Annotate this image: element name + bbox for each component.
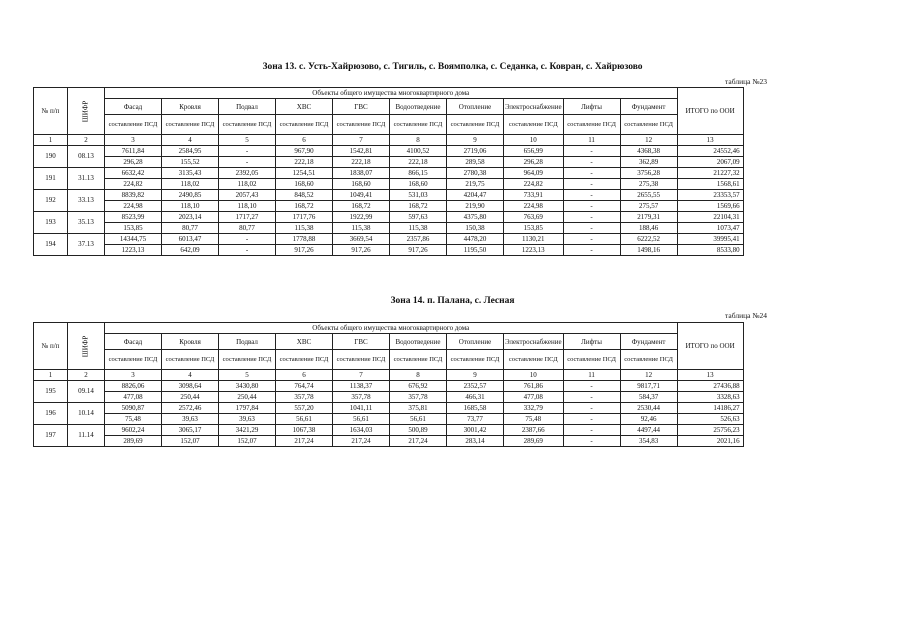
row-number: 197 xyxy=(34,425,68,447)
row-code: 11.14 xyxy=(68,425,105,447)
col-header-elevators: Лифты xyxy=(563,334,620,350)
value-cell: 222,18 xyxy=(390,157,447,168)
value-cell: 2490,85 xyxy=(162,190,219,201)
value-cell: 150,38 xyxy=(447,223,504,234)
col-subheader-basement: составление ПСД xyxy=(219,350,276,370)
table-row xyxy=(34,212,744,223)
col-number: 12 xyxy=(620,370,677,381)
table-row xyxy=(34,392,744,403)
col-subheader-sewerage: составление ПСД xyxy=(390,350,447,370)
col-number: 7 xyxy=(333,135,390,146)
col-header-sewerage: Водоотведение xyxy=(390,334,447,350)
value-cell: 217,24 xyxy=(390,436,447,447)
total-cell: 27436,88 xyxy=(677,381,743,392)
value-cell: 296,28 xyxy=(504,157,564,168)
total-cell: 21227,32 xyxy=(677,168,743,179)
total-cell: 2021,16 xyxy=(677,436,743,447)
row-code: 08.13 xyxy=(68,146,105,168)
total-cell: 2067,09 xyxy=(677,157,743,168)
value-cell: 1223,13 xyxy=(504,245,564,256)
table-row xyxy=(34,201,744,212)
value-cell: 152,07 xyxy=(162,436,219,447)
zone-13-title: Зона 13. с. Усть-Хайрюзово, с. Тигиль, с. Воямполка, с. Седанка, с. Ковран, с. Хайрюзово xyxy=(262,62,643,72)
col-header-foundation: Фундамент xyxy=(620,99,677,115)
value-cell: 1542,81 xyxy=(333,146,390,157)
value-cell: 477,08 xyxy=(105,392,162,403)
col-number: 6 xyxy=(276,370,333,381)
row-number: 196 xyxy=(34,403,68,425)
value-cell: 1041,11 xyxy=(333,403,390,414)
col-header-sewerage: Водоотведение xyxy=(390,99,447,115)
value-cell: 733,91 xyxy=(504,190,564,201)
table-row xyxy=(34,168,744,179)
table-row xyxy=(34,223,744,234)
col-number: 13 xyxy=(677,370,743,381)
value-cell: 1223,13 xyxy=(105,245,162,256)
table-row xyxy=(34,414,744,425)
num-header: № п/п xyxy=(34,323,68,370)
zone-14-table xyxy=(33,322,744,447)
table-24-number: таблица №24 xyxy=(725,311,767,320)
table-row xyxy=(34,381,744,392)
code-header-label: ШИФР xyxy=(81,100,90,122)
value-cell: 56,61 xyxy=(276,414,333,425)
value-cell: 4368,38 xyxy=(620,146,677,157)
total-cell: 25756,23 xyxy=(677,425,743,436)
col-header-roof: Кровля xyxy=(162,334,219,350)
col-header-hot-water: ГВС xyxy=(333,99,390,115)
value-cell: 1685,58 xyxy=(447,403,504,414)
value-cell: - xyxy=(563,234,620,245)
value-cell: - xyxy=(563,392,620,403)
value-cell: 275,38 xyxy=(620,179,677,190)
value-cell: - xyxy=(219,157,276,168)
value-cell: - xyxy=(563,245,620,256)
value-cell: 964,09 xyxy=(504,168,564,179)
value-cell: 250,44 xyxy=(162,392,219,403)
value-cell: 39,63 xyxy=(219,414,276,425)
total-cell: 22104,31 xyxy=(677,212,743,223)
value-cell: 2780,38 xyxy=(447,168,504,179)
value-cell: 917,26 xyxy=(390,245,447,256)
value-cell: 2357,86 xyxy=(390,234,447,245)
total-cell: 3328,63 xyxy=(677,392,743,403)
value-cell: 2057,43 xyxy=(219,190,276,201)
value-cell: 289,58 xyxy=(447,157,504,168)
value-cell: 3421,29 xyxy=(219,425,276,436)
value-cell: 73,77 xyxy=(447,414,504,425)
value-cell: - xyxy=(563,223,620,234)
value-cell: 848,52 xyxy=(276,190,333,201)
value-cell: 557,20 xyxy=(276,403,333,414)
value-cell: 289,69 xyxy=(504,436,564,447)
value-cell: 2392,05 xyxy=(219,168,276,179)
col-subheader-power-supply: составление ПСД xyxy=(504,115,564,135)
value-cell: 4497,44 xyxy=(620,425,677,436)
group-header: Объекты общего имущества многоквартирного дома xyxy=(105,88,678,99)
col-header-cold-water: ХВС xyxy=(276,334,333,350)
value-cell: 1049,41 xyxy=(333,190,390,201)
value-cell: - xyxy=(563,212,620,223)
value-cell: 219,75 xyxy=(447,179,504,190)
value-cell: 357,78 xyxy=(390,392,447,403)
table-row xyxy=(34,403,744,414)
value-cell: 56,61 xyxy=(333,414,390,425)
value-cell: 250,44 xyxy=(219,392,276,403)
value-cell: 118,02 xyxy=(162,179,219,190)
value-cell: 764,74 xyxy=(276,381,333,392)
value-cell: 168,60 xyxy=(276,179,333,190)
row-number: 192 xyxy=(34,190,68,212)
total-cell: 526,63 xyxy=(677,414,743,425)
total-cell: 1569,66 xyxy=(677,201,743,212)
col-number: 3 xyxy=(105,370,162,381)
col-subheader-foundation: составление ПСД xyxy=(620,350,677,370)
value-cell: 500,89 xyxy=(390,425,447,436)
value-cell: 168,72 xyxy=(276,201,333,212)
value-cell: 2572,46 xyxy=(162,403,219,414)
col-subheader-sewerage: составление ПСД xyxy=(390,115,447,135)
value-cell: 642,09 xyxy=(162,245,219,256)
value-cell: 153,85 xyxy=(105,223,162,234)
col-header-basement: Подвал xyxy=(219,334,276,350)
value-cell: 357,78 xyxy=(276,392,333,403)
col-subheader-roof: составление ПСД xyxy=(162,115,219,135)
col-number: 3 xyxy=(105,135,162,146)
row-code: 37.13 xyxy=(68,234,105,256)
table-row xyxy=(34,157,744,168)
value-cell: 1797,84 xyxy=(219,403,276,414)
col-header-heating: Отопление xyxy=(447,334,504,350)
value-cell: 9602,24 xyxy=(105,425,162,436)
value-cell: - xyxy=(563,425,620,436)
total-cell: 1073,47 xyxy=(677,223,743,234)
value-cell: 219,90 xyxy=(447,201,504,212)
value-cell: 224,82 xyxy=(105,179,162,190)
value-cell: 275,57 xyxy=(620,201,677,212)
value-cell: 3098,64 xyxy=(162,381,219,392)
col-number: 4 xyxy=(162,135,219,146)
col-number: 7 xyxy=(333,370,390,381)
value-cell: 14344,75 xyxy=(105,234,162,245)
value-cell: 676,92 xyxy=(390,381,447,392)
value-cell: - xyxy=(563,157,620,168)
total-header: ИТОГО по ООИ xyxy=(677,323,743,370)
row-code: 31.13 xyxy=(68,168,105,190)
value-cell: - xyxy=(563,414,620,425)
total-cell: 39995,41 xyxy=(677,234,743,245)
col-header-hot-water: ГВС xyxy=(333,334,390,350)
row-number: 190 xyxy=(34,146,68,168)
value-cell: 597,63 xyxy=(390,212,447,223)
value-cell: 1717,76 xyxy=(276,212,333,223)
value-cell: 118,10 xyxy=(162,201,219,212)
value-cell: 115,38 xyxy=(390,223,447,234)
value-cell: 2387,66 xyxy=(504,425,564,436)
value-cell: 283,14 xyxy=(447,436,504,447)
value-cell: 115,38 xyxy=(333,223,390,234)
table-23-number: таблица №23 xyxy=(725,77,767,86)
col-subheader-hot-water: составление ПСД xyxy=(333,115,390,135)
total-cell: 24552,46 xyxy=(677,146,743,157)
col-number: 8 xyxy=(390,135,447,146)
row-code: 10.14 xyxy=(68,403,105,425)
value-cell: 168,60 xyxy=(390,179,447,190)
row-number: 191 xyxy=(34,168,68,190)
col-subheader-facade: составление ПСД xyxy=(105,350,162,370)
total-cell: 8533,80 xyxy=(677,245,743,256)
row-code: 35.13 xyxy=(68,212,105,234)
value-cell: 375,81 xyxy=(390,403,447,414)
col-header-foundation: Фундамент xyxy=(620,334,677,350)
zone-13-table xyxy=(33,87,744,256)
value-cell: 217,24 xyxy=(276,436,333,447)
value-cell: 4375,80 xyxy=(447,212,504,223)
value-cell: 1778,88 xyxy=(276,234,333,245)
value-cell: 4478,20 xyxy=(447,234,504,245)
table-row xyxy=(34,234,744,245)
value-cell: - xyxy=(219,245,276,256)
value-cell: 92,46 xyxy=(620,414,677,425)
value-cell: 39,63 xyxy=(162,414,219,425)
col-header-roof: Кровля xyxy=(162,99,219,115)
code-header-label: ШИФР xyxy=(81,335,90,357)
value-cell: 354,83 xyxy=(620,436,677,447)
value-cell: 80,77 xyxy=(219,223,276,234)
col-subheader-power-supply: составление ПСД xyxy=(504,350,564,370)
value-cell: 6632,42 xyxy=(105,168,162,179)
value-cell: - xyxy=(563,403,620,414)
value-cell: 1838,07 xyxy=(333,168,390,179)
value-cell: 967,90 xyxy=(276,146,333,157)
value-cell: 4204,47 xyxy=(447,190,504,201)
code-header xyxy=(68,323,105,370)
value-cell: 2179,31 xyxy=(620,212,677,223)
value-cell: 584,37 xyxy=(620,392,677,403)
col-number: 4 xyxy=(162,370,219,381)
value-cell: 357,78 xyxy=(333,392,390,403)
total-cell: 23353,57 xyxy=(677,190,743,201)
row-number: 195 xyxy=(34,381,68,403)
value-cell: 222,18 xyxy=(276,157,333,168)
value-cell: 1498,16 xyxy=(620,245,677,256)
value-cell: 153,85 xyxy=(504,223,564,234)
col-subheader-cold-water: составление ПСД xyxy=(276,115,333,135)
value-cell: 222,18 xyxy=(333,157,390,168)
value-cell: 56,61 xyxy=(390,414,447,425)
value-cell: 917,26 xyxy=(333,245,390,256)
col-subheader-foundation: составление ПСД xyxy=(620,115,677,135)
row-number: 193 xyxy=(34,212,68,234)
value-cell: 224,82 xyxy=(504,179,564,190)
value-cell: 217,24 xyxy=(333,436,390,447)
value-cell: 531,03 xyxy=(390,190,447,201)
col-number: 11 xyxy=(563,135,620,146)
col-subheader-elevators: составление ПСД xyxy=(563,115,620,135)
value-cell: - xyxy=(563,436,620,447)
col-number: 6 xyxy=(276,135,333,146)
value-cell: 917,26 xyxy=(276,245,333,256)
total-header: ИТОГО по ООИ xyxy=(677,88,743,135)
value-cell: 6222,52 xyxy=(620,234,677,245)
value-cell: - xyxy=(219,234,276,245)
row-code: 09.14 xyxy=(68,381,105,403)
value-cell: 2584,95 xyxy=(162,146,219,157)
value-cell: 2655,55 xyxy=(620,190,677,201)
table-row xyxy=(34,179,744,190)
col-header-power-supply: Электроснабжение xyxy=(504,99,564,115)
value-cell: 168,60 xyxy=(333,179,390,190)
col-number: 10 xyxy=(504,370,564,381)
value-cell: 2530,44 xyxy=(620,403,677,414)
col-header-facade: Фасад xyxy=(105,334,162,350)
value-cell: 224,98 xyxy=(105,201,162,212)
row-number: 194 xyxy=(34,234,68,256)
col-header-cold-water: ХВС xyxy=(276,99,333,115)
value-cell: 8826,06 xyxy=(105,381,162,392)
value-cell: 75,48 xyxy=(504,414,564,425)
value-cell: 115,38 xyxy=(276,223,333,234)
value-cell: 477,08 xyxy=(504,392,564,403)
value-cell: 1254,51 xyxy=(276,168,333,179)
value-cell: 761,86 xyxy=(504,381,564,392)
value-cell: 3430,80 xyxy=(219,381,276,392)
col-number: 5 xyxy=(219,135,276,146)
value-cell: 80,77 xyxy=(162,223,219,234)
value-cell: 1922,99 xyxy=(333,212,390,223)
value-cell: - xyxy=(563,168,620,179)
group-header: Объекты общего имущества многоквартирного дома xyxy=(105,323,678,334)
value-cell: 296,28 xyxy=(105,157,162,168)
value-cell: 466,31 xyxy=(447,392,504,403)
value-cell: 362,89 xyxy=(620,157,677,168)
value-cell: - xyxy=(219,146,276,157)
col-number: 2 xyxy=(68,135,105,146)
value-cell: 1634,03 xyxy=(333,425,390,436)
value-cell: 1138,37 xyxy=(333,381,390,392)
value-cell: 168,72 xyxy=(390,201,447,212)
value-cell: 6013,47 xyxy=(162,234,219,245)
col-number: 5 xyxy=(219,370,276,381)
table-row xyxy=(34,146,744,157)
col-number: 11 xyxy=(563,370,620,381)
col-number: 12 xyxy=(620,135,677,146)
value-cell: 763,69 xyxy=(504,212,564,223)
value-cell: 3669,54 xyxy=(333,234,390,245)
table-row xyxy=(34,190,744,201)
col-subheader-facade: составление ПСД xyxy=(105,115,162,135)
col-number: 1 xyxy=(34,370,68,381)
col-subheader-hot-water: составление ПСД xyxy=(333,350,390,370)
value-cell: - xyxy=(563,146,620,157)
table-row xyxy=(34,245,744,256)
zone-14-title: Зона 14. п. Палана, с. Лесная xyxy=(390,296,515,306)
value-cell: 2352,57 xyxy=(447,381,504,392)
value-cell: 3001,42 xyxy=(447,425,504,436)
value-cell: 4100,52 xyxy=(390,146,447,157)
value-cell: 118,02 xyxy=(219,179,276,190)
value-cell: - xyxy=(563,201,620,212)
col-subheader-basement: составление ПСД xyxy=(219,115,276,135)
value-cell: 188,46 xyxy=(620,223,677,234)
col-header-heating: Отопление xyxy=(447,99,504,115)
value-cell: - xyxy=(563,190,620,201)
value-cell: 656,99 xyxy=(504,146,564,157)
col-number: 13 xyxy=(677,135,743,146)
value-cell: 3065,17 xyxy=(162,425,219,436)
col-header-elevators: Лифты xyxy=(563,99,620,115)
total-cell: 1568,61 xyxy=(677,179,743,190)
col-subheader-heating: составление ПСД xyxy=(447,115,504,135)
value-cell: - xyxy=(563,381,620,392)
value-cell: 155,52 xyxy=(162,157,219,168)
value-cell: - xyxy=(563,179,620,190)
col-number: 10 xyxy=(504,135,564,146)
col-number: 9 xyxy=(447,370,504,381)
row-code: 33.13 xyxy=(68,190,105,212)
col-number: 1 xyxy=(34,135,68,146)
code-header xyxy=(68,88,105,135)
value-cell: 3756,28 xyxy=(620,168,677,179)
value-cell: 168,72 xyxy=(333,201,390,212)
col-subheader-heating: составление ПСД xyxy=(447,350,504,370)
col-header-basement: Подвал xyxy=(219,99,276,115)
value-cell: 5090,87 xyxy=(105,403,162,414)
value-cell: 1717,27 xyxy=(219,212,276,223)
value-cell: 1067,38 xyxy=(276,425,333,436)
value-cell: 8523,99 xyxy=(105,212,162,223)
col-subheader-roof: составление ПСД xyxy=(162,350,219,370)
value-cell: 1130,21 xyxy=(504,234,564,245)
value-cell: 866,15 xyxy=(390,168,447,179)
value-cell: 2023,14 xyxy=(162,212,219,223)
value-cell: 332,79 xyxy=(504,403,564,414)
num-header: № п/п xyxy=(34,88,68,135)
col-subheader-cold-water: составление ПСД xyxy=(276,350,333,370)
value-cell: 7611,84 xyxy=(105,146,162,157)
col-number: 9 xyxy=(447,135,504,146)
col-subheader-elevators: составление ПСД xyxy=(563,350,620,370)
col-number: 2 xyxy=(68,370,105,381)
value-cell: 289,69 xyxy=(105,436,162,447)
table-row xyxy=(34,436,744,447)
col-header-facade: Фасад xyxy=(105,99,162,115)
col-number: 8 xyxy=(390,370,447,381)
col-header-power-supply: Электроснабжение xyxy=(504,334,564,350)
value-cell: 118,10 xyxy=(219,201,276,212)
value-cell: 152,07 xyxy=(219,436,276,447)
value-cell: 224,98 xyxy=(504,201,564,212)
value-cell: 2719,06 xyxy=(447,146,504,157)
table-row xyxy=(34,425,744,436)
value-cell: 3135,43 xyxy=(162,168,219,179)
total-cell: 14186,27 xyxy=(677,403,743,414)
value-cell: 8839,82 xyxy=(105,190,162,201)
value-cell: 9817,71 xyxy=(620,381,677,392)
value-cell: 75,48 xyxy=(105,414,162,425)
value-cell: 1195,50 xyxy=(447,245,504,256)
